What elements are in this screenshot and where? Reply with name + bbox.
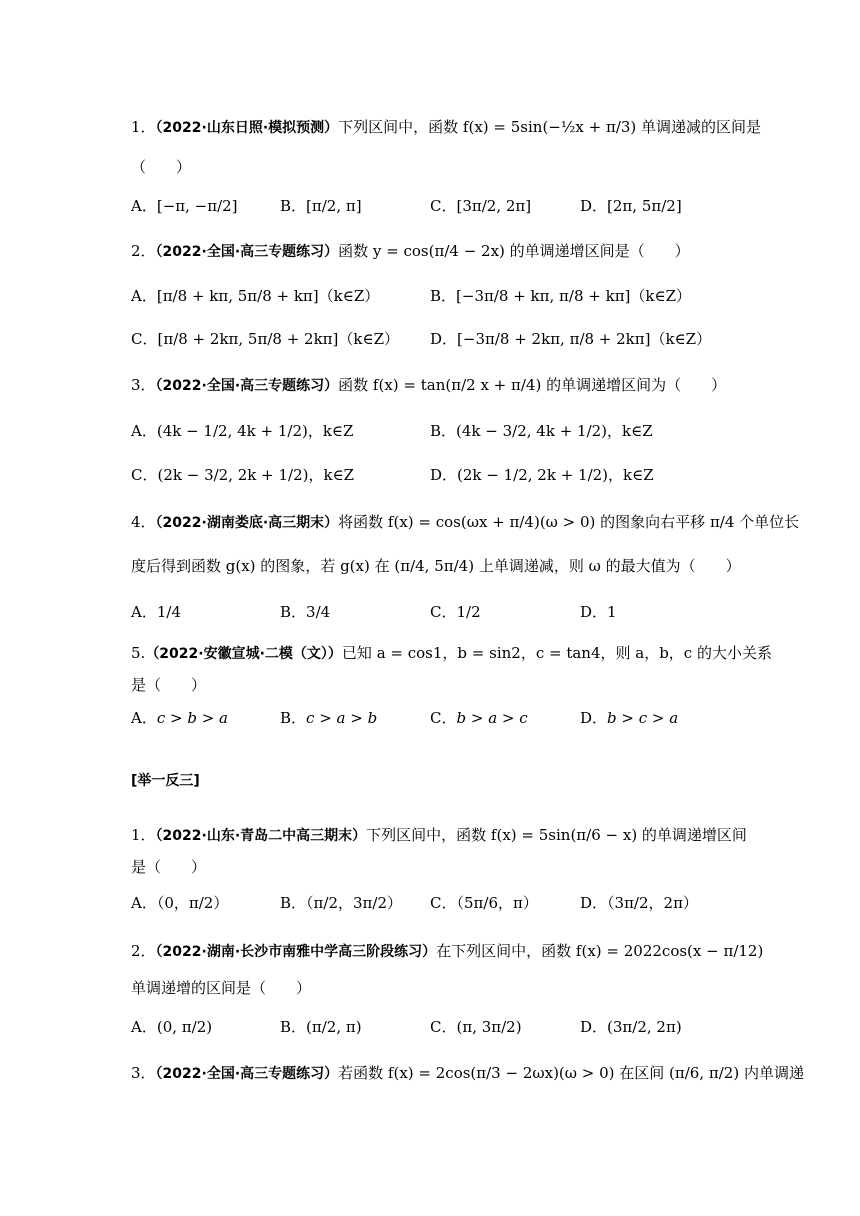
question-source: （2022·山东·青岛二中高三期末） [155, 828, 367, 844]
question-stem: 若函数 f(x) = 2cos(π/3 − 2ωx)(ω > 0) 在区间 (π/6, π/2) 内单调递 [338, 1064, 804, 1082]
option-a: A．[−π, −π/2] [131, 197, 238, 215]
question-source: （2022·湖南·长沙市南雅中学高三阶段练习） [155, 944, 437, 960]
question-2 [131, 240, 740, 263]
question-stem-continued: 单调递增的区间是（ ） [131, 979, 312, 997]
option-d: D．(3π/2, 2π) [580, 1018, 682, 1036]
option-c: C．(π, 3π/2) [430, 1018, 522, 1036]
question-number: 1． [131, 826, 156, 844]
option-b: B．[π/2, π] [280, 197, 362, 215]
question-source: （2022·湖南娄底·高三期末） [155, 515, 339, 531]
option-d: D．(2k − 1/2, 2k + 1/2)，k∈Z [430, 466, 654, 484]
option-b: B．(4k − 3/2, 4k + 1/2)，k∈Z [430, 422, 653, 440]
question-number: 3． [131, 376, 156, 394]
question-5 [131, 642, 772, 665]
question-stem: 将函数 f(x) = cos(ωx + π/4)(ω > 0) 的图象向右平移 π/4 个单位长 [338, 513, 800, 531]
question-number: 3． [131, 1064, 156, 1082]
question-stem: 下列区间中，函数 f(x) = 5sin(π/6 − x) 的单调递增区间 [366, 826, 747, 844]
question-number: 1． [131, 118, 156, 136]
question-number: 4． [131, 513, 156, 531]
option-c: C．（5π/6，π） [430, 894, 538, 912]
question-stem: 已知 a = cos1，b = sin2，c = tan4，则 a，b，c 的大小关系 [341, 644, 772, 662]
question-4 [131, 511, 800, 534]
question-source: （2022·全国·高三专题练习） [155, 1066, 339, 1082]
option-a: A．(4k − 1/2, 4k + 1/2)，k∈Z [131, 422, 354, 440]
question-stem-continued: 是（ ） [131, 858, 207, 876]
question-3 [131, 374, 740, 397]
option-b: B．(π/2, π) [280, 1018, 362, 1036]
option-b: B．（π/2，3π/2） [280, 894, 402, 912]
question-stem: 函数 y = cos(π/4 − 2x) 的单调递增区间是（ ） [338, 242, 690, 260]
option-d: D．（3π/2，2π） [580, 894, 698, 912]
question-source: （2022·全国·高三专题练习） [155, 378, 339, 394]
question-stem: 下列区间中，函数 f(x) = 5sin(−½x + π/3) 单调递减的区间是 [338, 118, 762, 136]
question-number: 5. [131, 644, 146, 662]
option-a: A．[π/8 + kπ, 5π/8 + kπ]（k∈Z） [131, 287, 380, 305]
question-stem: 在下列区间中，函数 f(x) = 2022cos(x − π/12) [436, 942, 764, 960]
question-source: （2022·山东日照·模拟预测） [155, 120, 339, 136]
question-3 [131, 1062, 804, 1085]
question-2 [131, 940, 764, 963]
option-b: B．c > a > b [280, 709, 378, 727]
question-1 [131, 116, 762, 139]
option-c: C．(2k − 3/2, 2k + 1/2)，k∈Z [131, 466, 355, 484]
option-a: A．1/4 [131, 603, 181, 621]
option-b: B．[−3π/8 + kπ, π/8 + kπ]（k∈Z） [430, 287, 692, 305]
option-c: C．[π/8 + 2kπ, 5π/8 + 2kπ]（k∈Z） [131, 330, 399, 348]
question-stem-continued: 是（ ） [131, 676, 207, 694]
option-a: A．(0, π/2) [131, 1018, 213, 1036]
option-d: D．1 [580, 603, 617, 621]
question-stem-continued: （ ） [131, 158, 192, 176]
section-title: [举一反三] [131, 773, 200, 789]
question-source: （2022·安徽宣城·二模（文）） [145, 646, 342, 662]
option-a: A．（0，π/2） [131, 894, 229, 912]
question-stem-continued: 度后得到函数 g(x) 的图象，若 g(x) 在 (π/4, 5π/4) 上单调递减，则 ω 的最大值为（ ） [131, 557, 741, 575]
question-source: （2022·全国·高三专题练习） [155, 244, 339, 260]
option-d: D．[−3π/8 + 2kπ, π/8 + 2kπ]（k∈Z） [430, 330, 712, 348]
question-1 [131, 824, 747, 847]
question-stem: 函数 f(x) = tan(π/2 x + π/4) 的单调递增区间为（ ） [338, 376, 727, 394]
option-b: B．3/4 [280, 603, 331, 621]
option-c: C．[3π/2, 2π] [430, 197, 532, 215]
option-d: D．b > c > a [580, 709, 679, 727]
option-d: D．[2π, 5π/2] [580, 197, 682, 215]
question-number: 2． [131, 242, 156, 260]
question-number: 2． [131, 942, 156, 960]
option-a: A．c > b > a [131, 709, 228, 727]
option-c: C．1/2 [430, 603, 481, 621]
option-c: C．b > a > c [430, 709, 528, 727]
